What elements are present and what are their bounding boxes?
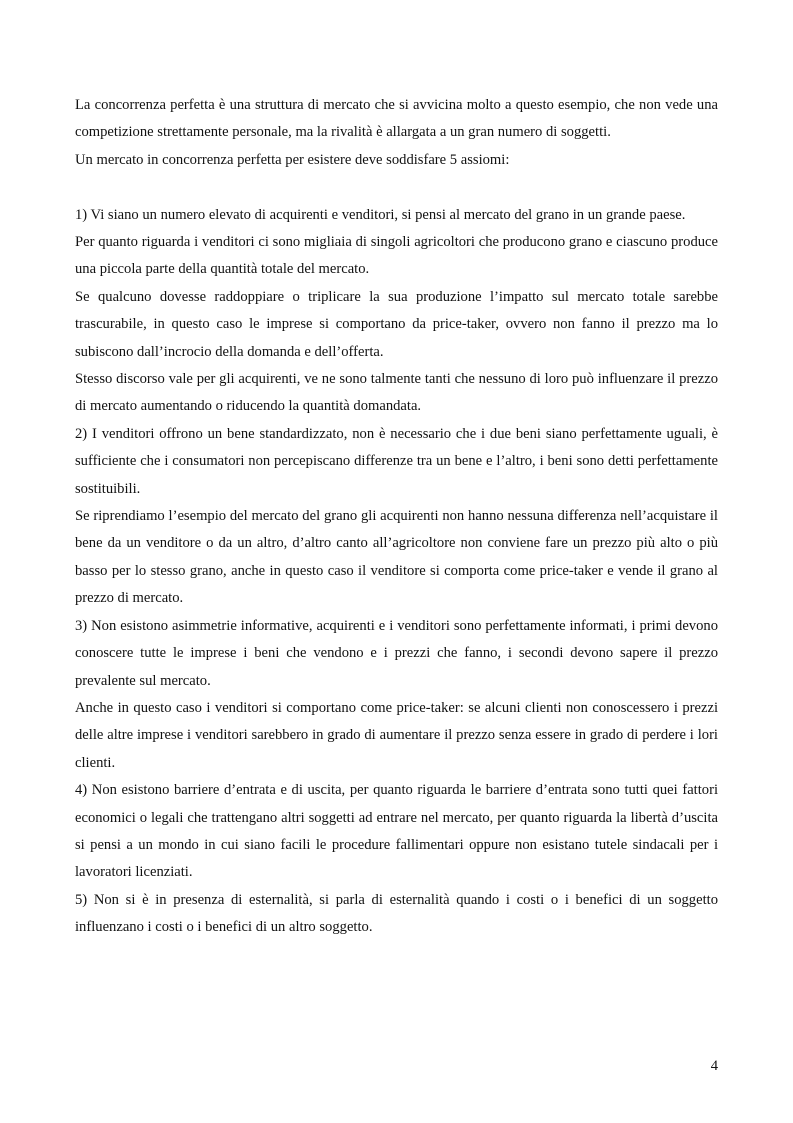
- paragraph-price-taker: Se qualcuno dovesse raddoppiare o triplicare la sua produzione l’impatto sul mercato totale sarebbe trascurabile, in questo caso le imprese si comportano da price-taker, ovvero non fanno il prezzo ma lo subiscono dall’incrocio della domanda e dell’offerta.: [75, 288, 718, 360]
- paragraph-axiom-3: 3) Non esistono asimmetrie informative, acquirenti e i venditori sono perfettamente informati, i primi devono conoscere tutte le imprese i beni che vendono e i prezzi che fanno, i secondi devono sapere il prezzo prevalente sul mercato.: [75, 617, 718, 689]
- paragraph-sellers: Per quanto riguarda i venditori ci sono migliaia di singoli agricoltori che producono grano e ciascuno produce una piccola parte della quantità totale del mercato.: [75, 234, 718, 278]
- paragraph-axiom-2: 2) I venditori offrono un bene standardizzato, non è necessario che i due beni siano perfettamente uguali, è sufficiente che i consumatori non percepiscano differenze tra un bene e l’altro, i beni sono detti perfettamente sostituibili.: [75, 425, 718, 497]
- paragraph-intro: La concorrenza perfetta è una struttura di mercato che si avvicina molto a questo esempio, che non vede una competizione strettamente personale, ma la rivalità è allargata a un gran numero di soggetti.: [75, 97, 718, 141]
- blank-line: [75, 174, 718, 201]
- document-body: [75, 92, 718, 942]
- paragraph-axioms-lead: Un mercato in concorrenza perfetta per esistere deve soddisfare 5 assiomi:: [75, 151, 510, 168]
- paragraph-grain-example: Se riprendiamo l’esempio del mercato del grano gli acquirenti non hanno nessuna differenza nell’acquistare il bene da un venditore o da un altro, d’altro canto all’agricoltore non conviene fare un prezzo più alto o più basso per lo stesso grano, anche in questo caso il venditore si comporta come price-taker e vende il grano al prezzo di mercato.: [75, 508, 718, 607]
- paragraph-buyers: Stesso discorso vale per gli acquirenti, ve ne sono talmente tanti che nessuno di loro può influenzare il prezzo di mercato aumentando o riducendo la quantità domandata.: [75, 371, 718, 415]
- paragraph-axiom-4: 4) Non esistono barriere d’entrata e di uscita, per quanto riguarda le barriere d’entrata sono tutti quei fattori economici o legali che trattengano altri soggetti ad entrare nel mercato, per quanto riguarda la libertà d’uscita si pensi a un mondo in cui siano facili le procedure fallimentari oppure non esistano tutele sindacali per i lavoratori licenziati.: [75, 782, 718, 881]
- paragraph-axiom-5: 5) Non si è in presenza di esternalità, si parla di esternalità quando i costi o i benefici di un soggetto influenzano i costi o i benefici di un altro soggetto.: [75, 891, 718, 936]
- page-number: 4: [710, 1058, 718, 1074]
- paragraph-information: Anche in questo caso i venditori si comportano come price-taker: se alcuni clienti non conoscessero i prezzi delle altre imprese i venditori sarebbero in grado di aumentare il prezzo senza essere in grado di perdere i lori clienti.: [75, 699, 718, 771]
- paragraph-axiom-1: 1) Vi siano un numero elevato di acquirenti e venditori, si pensi al mercato del grano in un grande paese.: [75, 206, 686, 223]
